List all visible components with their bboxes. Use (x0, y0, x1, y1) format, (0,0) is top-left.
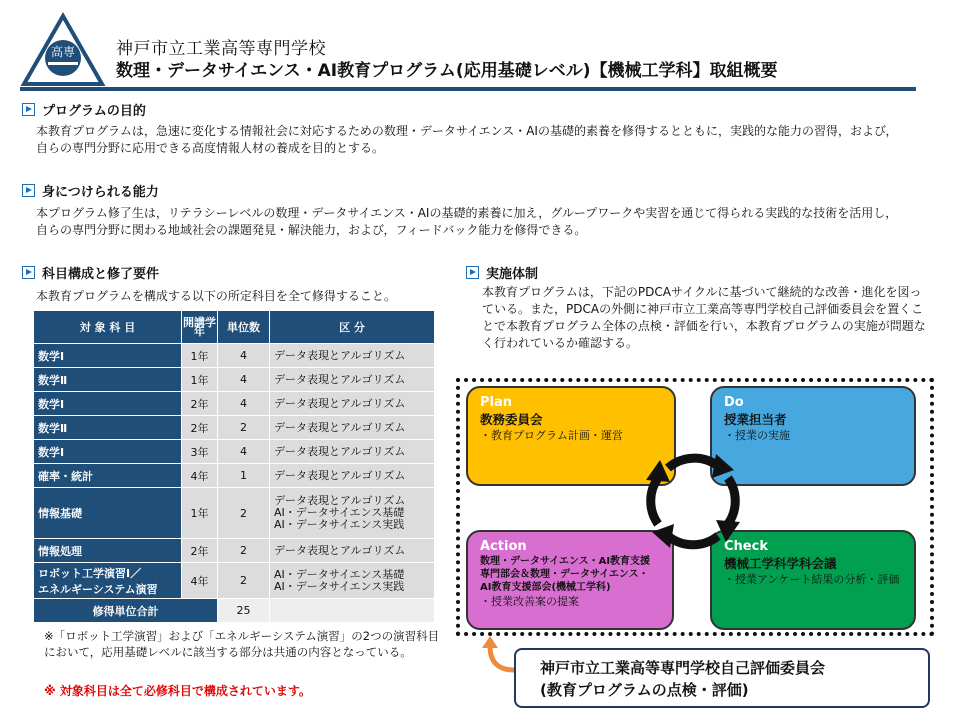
subject-cell: 数学Ⅱ (34, 368, 182, 392)
subject-line: エネルギーシステム演習 (38, 582, 158, 596)
category-cell: データ表現とアルゴリズム (270, 440, 435, 464)
year-cell: 2年 (182, 392, 218, 416)
do-desc: ・授業の実施 (724, 429, 790, 442)
year-cell: 1年 (182, 368, 218, 392)
school-name: 神戸市立工業高等専門学校 (116, 39, 326, 59)
year-cell: 3年 (182, 440, 218, 464)
credits-cell: 1 (218, 464, 270, 488)
subject-cell: 数学Ⅰ (34, 344, 182, 368)
year-cell: 4年 (182, 464, 218, 488)
column-header-credits: 単位数 (218, 311, 270, 344)
course-table (33, 310, 435, 623)
table-row (34, 563, 435, 599)
credits-cell: 2 (218, 563, 270, 599)
credits-cell: 4 (218, 368, 270, 392)
play-icon (22, 266, 35, 279)
check-desc: ・授業アンケート結果の分析・評価 (724, 573, 900, 586)
table-row (34, 344, 435, 368)
subject-cell: 数学Ⅰ (34, 440, 182, 464)
category-cell (270, 488, 435, 539)
table-row (34, 392, 435, 416)
column-header-category: 区 分 (270, 311, 435, 344)
required-note: ※ 対象科目は全て必修科目で構成されています。 (44, 684, 311, 698)
category-cell: データ表現とアルゴリズム (270, 416, 435, 440)
do-org: 授業担当者 (724, 412, 787, 427)
category-cell: データ表現とアルゴリズム (270, 392, 435, 416)
credits-cell: 4 (218, 344, 270, 368)
plan-head: Plan (480, 395, 513, 410)
play-icon (466, 266, 479, 279)
credits-cell: 4 (218, 440, 270, 464)
cycle-arrows-icon (638, 446, 748, 556)
system-text: 本教育プログラムは，下記のPDCAサイクルに基づいて継続的な改善・進化を図っている。また，PDCAの外側に神戸市立工業高等専門学校自己評価委員会を置くことで本教育プログラム全体の点検・評価を行い，本教育プログラムの実施が問題なく行われているか確認する。 (482, 285, 926, 350)
do-head: Do (724, 395, 744, 410)
purpose-text: 本教育プログラムは，急速に変化する情報社会に対応するための数理・データサイエンス・AIの基礎的素養を修得するとともに，実践的な能力の習得，および，自らの専門分野に応用できる高度情報人材の養成を目的とする。 (36, 124, 898, 155)
credits-cell: 2 (218, 539, 270, 563)
category-line: データ表現とアルゴリズム (274, 494, 406, 507)
table-header-row (34, 311, 435, 344)
section-heading-system (466, 263, 538, 282)
subject-cell: 情報基礎 (34, 488, 182, 539)
section-heading-abilities (22, 181, 159, 200)
total-value: 25 (218, 599, 270, 623)
total-label: 修得単位合計 (34, 599, 218, 623)
section-heading-courses (22, 263, 159, 282)
table-row (34, 440, 435, 464)
subject-cell: 数学Ⅱ (34, 416, 182, 440)
check-org: 機械工学科学科会議 (724, 556, 837, 571)
credits-cell: 4 (218, 392, 270, 416)
section-heading-label: 身につけられる能力 (42, 185, 159, 200)
category-cell: データ表現とアルゴリズム (270, 464, 435, 488)
plan-org: 教務委員会 (480, 412, 543, 427)
total-empty-cell (270, 599, 435, 623)
committee-name: 神戸市立工業高等専門学校自己評価委員会 (540, 659, 826, 677)
year-cell: 2年 (182, 539, 218, 563)
school-logo (20, 12, 106, 88)
subject-cell (34, 563, 182, 599)
subject-cell: 数学Ⅰ (34, 392, 182, 416)
year-cell: 1年 (182, 344, 218, 368)
exercise-note: ※「ロボット工学演習」および「エネルギーシステム演習」の2つの演習科目において，応用基礎レベルに該当する部分は共通の内容となっている。 (44, 629, 440, 659)
action-org: 数理・データサイエンス・AI教育支援専門部会＆数理・データサイエンス・AI教育支援部会(機械工学科) (480, 556, 651, 593)
subject-cell: 確率・統計 (34, 464, 182, 488)
category-cell: データ表現とアルゴリズム (270, 368, 435, 392)
action-desc: ・授業改善案の提案 (480, 595, 579, 608)
category-line: AI・データサイエンス実践 (274, 579, 405, 593)
committee-sub: (教育プログラムの点検・評価) (540, 681, 749, 699)
section-heading-purpose (22, 100, 146, 119)
category-cell (270, 563, 435, 599)
check-head: Check (724, 539, 768, 554)
courses-intro: 本教育プログラムを構成する以下の所定科目を全て修得すること。 (36, 289, 396, 303)
table-row (34, 539, 435, 563)
plan-desc: ・教育プログラム計画・運営 (480, 429, 623, 442)
header-divider (20, 87, 916, 91)
credits-cell: 2 (218, 416, 270, 440)
table-row (34, 488, 435, 539)
section-heading-label: 実施体制 (486, 267, 539, 282)
play-icon (22, 184, 35, 197)
credits-cell: 2 (218, 488, 270, 539)
page-title: 数理・データサイエンス・AI教育プログラム(応用基礎レベル)【機械工学科】取組概要 (116, 61, 778, 81)
column-header-subject: 対 象 科 目 (34, 311, 182, 344)
year-cell: 4年 (182, 563, 218, 599)
category-line: AI・データサイエンス基礎 (274, 567, 405, 581)
category-cell: データ表現とアルゴリズム (270, 539, 435, 563)
table-row (34, 416, 435, 440)
category-cell: データ表現とアルゴリズム (270, 344, 435, 368)
total-row (34, 599, 435, 623)
abilities-text: 本プログラム修了生は，リテラシーレベルの数理・データサイエンス・AIの基礎的素養に加え，グループワークや実習を通じて得られる実践的な技術を活用し，自らの専門分野に関わる地域社会の課題発見・解決能力，および，フィードバック能力を修得できる。 (36, 206, 898, 237)
section-heading-label: プログラムの目的 (42, 104, 146, 119)
category-line: AI・データサイエンス基礎 (274, 506, 405, 519)
action-head: Action (480, 539, 527, 554)
section-heading-label: 科目構成と修了要件 (42, 267, 160, 282)
year-cell: 1年 (182, 488, 218, 539)
feedback-arrow-icon (482, 636, 518, 678)
logo-text: 高専 (50, 45, 76, 59)
table-row (34, 464, 435, 488)
self-evaluation-committee-box (514, 648, 930, 708)
category-line: AI・データサイエンス実践 (274, 518, 405, 531)
column-header-year: 開講学年 (182, 311, 218, 344)
subject-cell: 情報処理 (34, 539, 182, 563)
subject-line: ロボット工学演習Ⅰ／ (38, 566, 142, 580)
table-row (34, 368, 435, 392)
year-cell: 2年 (182, 416, 218, 440)
play-icon (22, 103, 35, 116)
